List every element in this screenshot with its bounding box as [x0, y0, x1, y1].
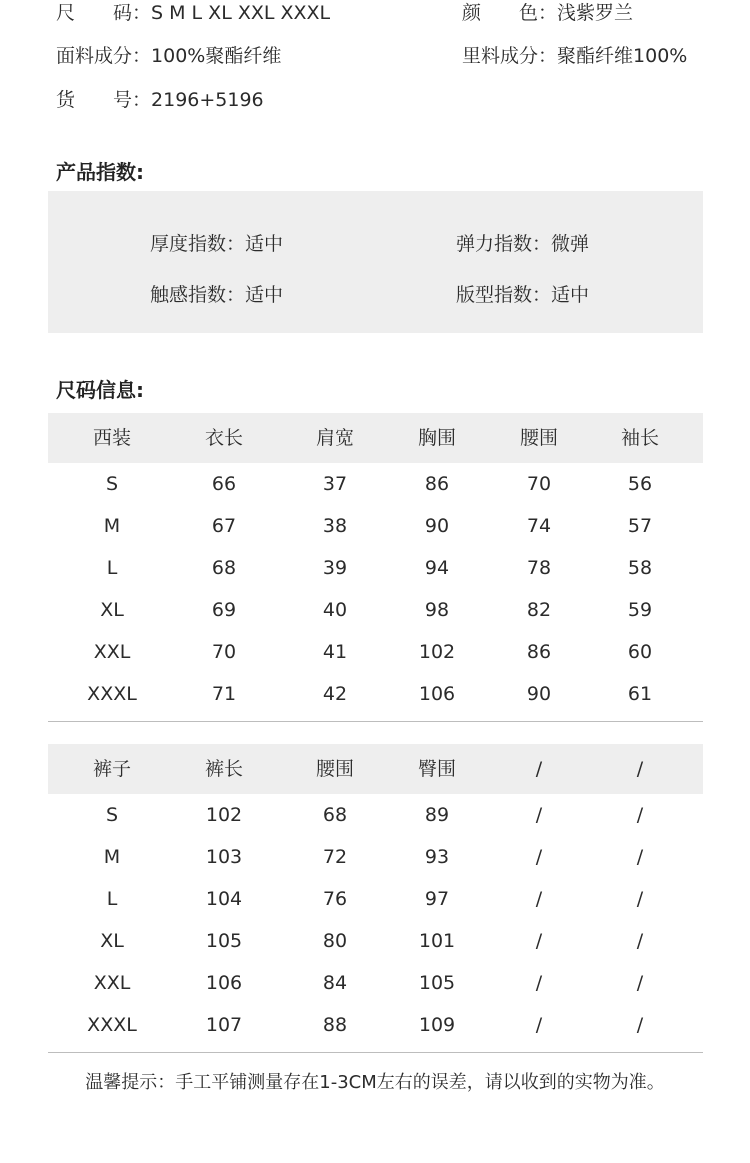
table-cell: 105: [418, 972, 456, 994]
index-fit-value: 适中: [551, 284, 590, 306]
table-cell: 90: [526, 683, 552, 705]
spec-fabric: [56, 43, 281, 69]
table-cell: 93: [424, 846, 450, 868]
table-cell: XXXL: [87, 683, 137, 705]
header-cell: 臀围: [417, 758, 456, 780]
spec-fabric-label: 面料成分：: [56, 45, 152, 67]
index-fit: [456, 280, 589, 307]
table-cell: 70: [211, 641, 237, 663]
spec-color: [462, 0, 633, 26]
table-cell: 42: [322, 683, 348, 705]
table-cell: 76: [322, 888, 348, 910]
index-thickness: [150, 229, 283, 256]
table-row: [48, 547, 703, 589]
table-cell: 103: [205, 846, 243, 868]
table-row: [48, 962, 703, 1004]
table-cell: /: [636, 930, 644, 952]
table-cell: S: [105, 804, 119, 826]
table-cell: 106: [418, 683, 456, 705]
table-cell: /: [535, 888, 543, 910]
table-cell: 71: [211, 683, 237, 705]
table-row: [48, 920, 703, 962]
table-cell: 90: [424, 515, 450, 537]
index-touch-label: 触感指数：: [150, 284, 246, 306]
table-cell: 69: [211, 599, 237, 621]
header-cell: 西装: [92, 427, 131, 449]
spec-fabric-value: 100%聚酯纤维: [151, 45, 282, 67]
table-cell: XXXL: [87, 1014, 137, 1036]
table-cell: 78: [526, 557, 552, 579]
table-cell: 86: [424, 473, 450, 495]
table-cell: 37: [322, 473, 348, 495]
header-cell: 袖长: [620, 427, 659, 449]
spec-color-value: 浅紫罗兰: [557, 2, 634, 24]
pants-size-table: [48, 744, 703, 1046]
table-cell: 72: [322, 846, 348, 868]
table-cell: XXL: [93, 641, 131, 663]
spec-item-no-value: 2196+5196: [151, 89, 264, 111]
table-cell: 89: [424, 804, 450, 826]
table-header: [48, 744, 703, 794]
table-cell: 84: [322, 972, 348, 994]
table-cell: 107: [205, 1014, 243, 1036]
table-cell: 39: [322, 557, 348, 579]
header-cell: 裤子: [92, 758, 131, 780]
table-cell: L: [106, 557, 118, 579]
table-cell: 57: [627, 515, 653, 537]
table-cell: /: [636, 846, 644, 868]
table-row: [48, 878, 703, 920]
index-elasticity-value: 微弹: [551, 233, 590, 255]
table-cell: XL: [100, 599, 124, 621]
table-cell: /: [535, 1014, 543, 1036]
table-cell: /: [636, 888, 644, 910]
table-cell: 61: [627, 683, 653, 705]
index-fit-label: 版型指数：: [456, 284, 552, 306]
table-row: [48, 836, 703, 878]
spec-lining: [462, 43, 687, 69]
spec-size-value: S M L XL XXL XXXL: [151, 2, 331, 24]
table-cell: 40: [322, 599, 348, 621]
table-cell: XL: [100, 930, 124, 952]
header-cell: /: [636, 758, 644, 780]
header-cell: 裤长: [204, 758, 243, 780]
jacket-table-divider: [48, 721, 703, 722]
header-cell: 腰围: [519, 427, 558, 449]
table-cell: /: [636, 1014, 644, 1036]
table-cell: /: [535, 930, 543, 952]
table-cell: 102: [418, 641, 456, 663]
measurement-tip: 温馨提示：手工平铺测量存在1-3CM左右的误差，请以收到的实物为准。: [85, 1072, 665, 1093]
table-cell: 88: [322, 1014, 348, 1036]
table-cell: 66: [211, 473, 237, 495]
table-cell: XXL: [93, 972, 131, 994]
table-cell: 94: [424, 557, 450, 579]
pants-table-divider: [48, 1052, 703, 1053]
table-row: [48, 463, 703, 505]
table-cell: 60: [627, 641, 653, 663]
table-cell: 67: [211, 515, 237, 537]
table-cell: S: [105, 473, 119, 495]
table-cell: /: [636, 804, 644, 826]
header-cell: 衣长: [204, 427, 243, 449]
header-cell: /: [535, 758, 543, 780]
table-cell: 104: [205, 888, 243, 910]
table-cell: 101: [418, 930, 456, 952]
spec-size-label: 尺 码：: [56, 2, 152, 24]
index-touch-value: 适中: [245, 284, 284, 306]
spec-lining-value: 聚酯纤维100%: [557, 45, 688, 67]
table-row: [48, 589, 703, 631]
spec-color-label: 颜 色：: [462, 2, 558, 24]
table-cell: /: [535, 846, 543, 868]
table-cell: 74: [526, 515, 552, 537]
table-row: [48, 794, 703, 836]
table-cell: 58: [627, 557, 653, 579]
table-cell: 56: [627, 473, 653, 495]
product-index-title: 产品指数:: [56, 160, 144, 184]
table-cell: 102: [205, 804, 243, 826]
header-cell: 肩宽: [315, 427, 354, 449]
table-cell: 38: [322, 515, 348, 537]
table-cell: L: [106, 888, 118, 910]
table-row: [48, 505, 703, 547]
table-cell: M: [103, 515, 121, 537]
table-cell: 59: [627, 599, 653, 621]
table-cell: M: [103, 846, 121, 868]
table-header: [48, 413, 703, 463]
table-cell: /: [535, 804, 543, 826]
table-cell: 106: [205, 972, 243, 994]
table-cell: /: [535, 972, 543, 994]
index-thickness-label: 厚度指数：: [150, 233, 246, 255]
spec-lining-label: 里料成分：: [462, 45, 558, 67]
product-index-panel: [48, 191, 703, 333]
jacket-size-table: [48, 413, 703, 715]
table-cell: 109: [418, 1014, 456, 1036]
spec-item-no-label: 货 号：: [56, 89, 152, 111]
table-cell: 105: [205, 930, 243, 952]
table-cell: 41: [322, 641, 348, 663]
header-cell: 腰围: [315, 758, 354, 780]
header-cell: 胸围: [417, 427, 456, 449]
table-row: [48, 631, 703, 673]
spec-size: [56, 0, 330, 26]
index-elasticity: [456, 229, 589, 256]
index-thickness-value: 适中: [245, 233, 284, 255]
table-row: [48, 673, 703, 715]
table-cell: 97: [424, 888, 450, 910]
table-cell: /: [636, 972, 644, 994]
table-cell: 82: [526, 599, 552, 621]
table-cell: 68: [211, 557, 237, 579]
table-cell: 98: [424, 599, 450, 621]
table-row: [48, 1004, 703, 1046]
spec-item-no: [56, 87, 264, 113]
size-info-title: 尺码信息:: [56, 378, 144, 402]
table-cell: 86: [526, 641, 552, 663]
index-elasticity-label: 弹力指数：: [456, 233, 552, 255]
table-cell: 80: [322, 930, 348, 952]
table-cell: 68: [322, 804, 348, 826]
table-cell: 70: [526, 473, 552, 495]
index-touch: [150, 280, 283, 307]
